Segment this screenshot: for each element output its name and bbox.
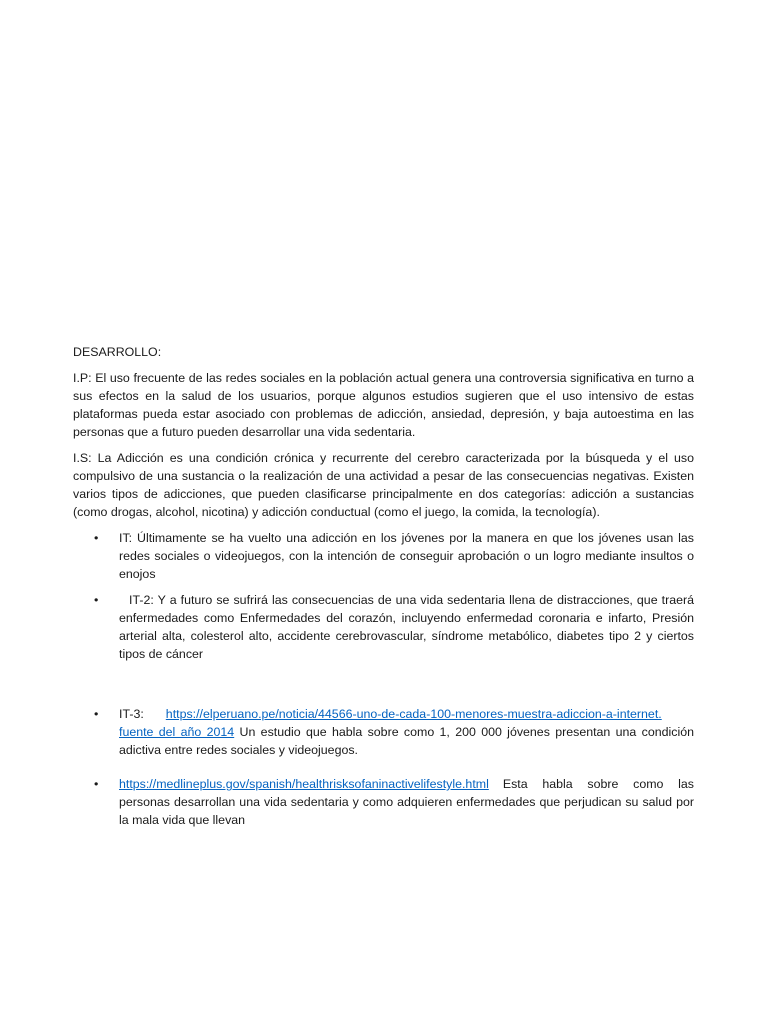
bullet-text: IT: Últimamente se ha vuelto una adicción en los jóvenes por la manera en que los jóvenes usan las redes sociales o videojuegos, con la intención de conseguir aprobación o un logro mediante insultos o enojos xyxy=(119,531,694,581)
section-heading: DESARROLLO: xyxy=(73,345,162,359)
bullet-icon: • xyxy=(94,777,99,791)
document-body xyxy=(73,343,694,829)
elperuano-link[interactable]: https://elperuano.pe/noticia/44566-uno-de-cada-100-menores-muestra-adiccion-a-internet. fuente del año 2014 xyxy=(119,707,662,739)
bullet-text: IT-2: Y a futuro se sufrirá las consecuencias de una vida sedentaria llena de distracciones, que traerá enfermedades como Enfermedades del corazón, incluyendo enfermedad coronaria e infarto, Presión arterial alta, colesterol alto, accidente cerebrovascular, síndrome metabólico, diabetes tipo 2 y ciertos tipos de cáncer xyxy=(119,593,694,661)
bullet-text: Esta habla sobre como las personas desarrollan una vida sedentaria y como adquieren enfermedades que perjudican su salud por la mala vida que llevan xyxy=(119,777,694,827)
medlineplus-link[interactable]: https://medlineplus.gov/spanish/healthrisksofaninactivelifestyle.html xyxy=(119,777,489,791)
bullet-icon: • xyxy=(94,531,99,545)
bullet-prefix: IT-3: xyxy=(119,707,144,721)
bullet-text: Un estudio que habla sobre como 1, 200 000 jóvenes presentan una condición adictiva entre redes sociales y videojuegos. xyxy=(119,725,694,757)
is-paragraph: I.S: La Adicción es una condición crónica y recurrente del cerebro caracterizada por la búsqueda y el uso compulsivo de una sustancia o la realización de una actividad a pesar de las consecuencias negativas. Existen varios tipos de adicciones, que pueden clasificarse principalmente en dos categorías: adicción a sustancias (como drogas, alcohol, nicotina) y adicción conductual (como el juego, la comida, la tecnología). xyxy=(73,451,694,519)
bullet-icon: • xyxy=(94,707,99,721)
list-item xyxy=(73,705,694,759)
list-item xyxy=(73,775,694,829)
bullet-list xyxy=(73,529,694,829)
bullet-icon: • xyxy=(94,593,99,607)
list-item xyxy=(73,591,694,663)
list-item xyxy=(73,529,694,583)
ip-paragraph: I.P: El uso frecuente de las redes sociales en la población actual genera una controversia significativa en turno a sus efectos en la salud de los usuarios, porque algunos estudios sugieren que el uso intensivo de estas plataformas pueda estar asociado con problemas de adicción, ansiedad, depresión, y baja autoestima en las personas que a futuro pueden desarrollar una vida sedentaria. xyxy=(73,371,694,439)
